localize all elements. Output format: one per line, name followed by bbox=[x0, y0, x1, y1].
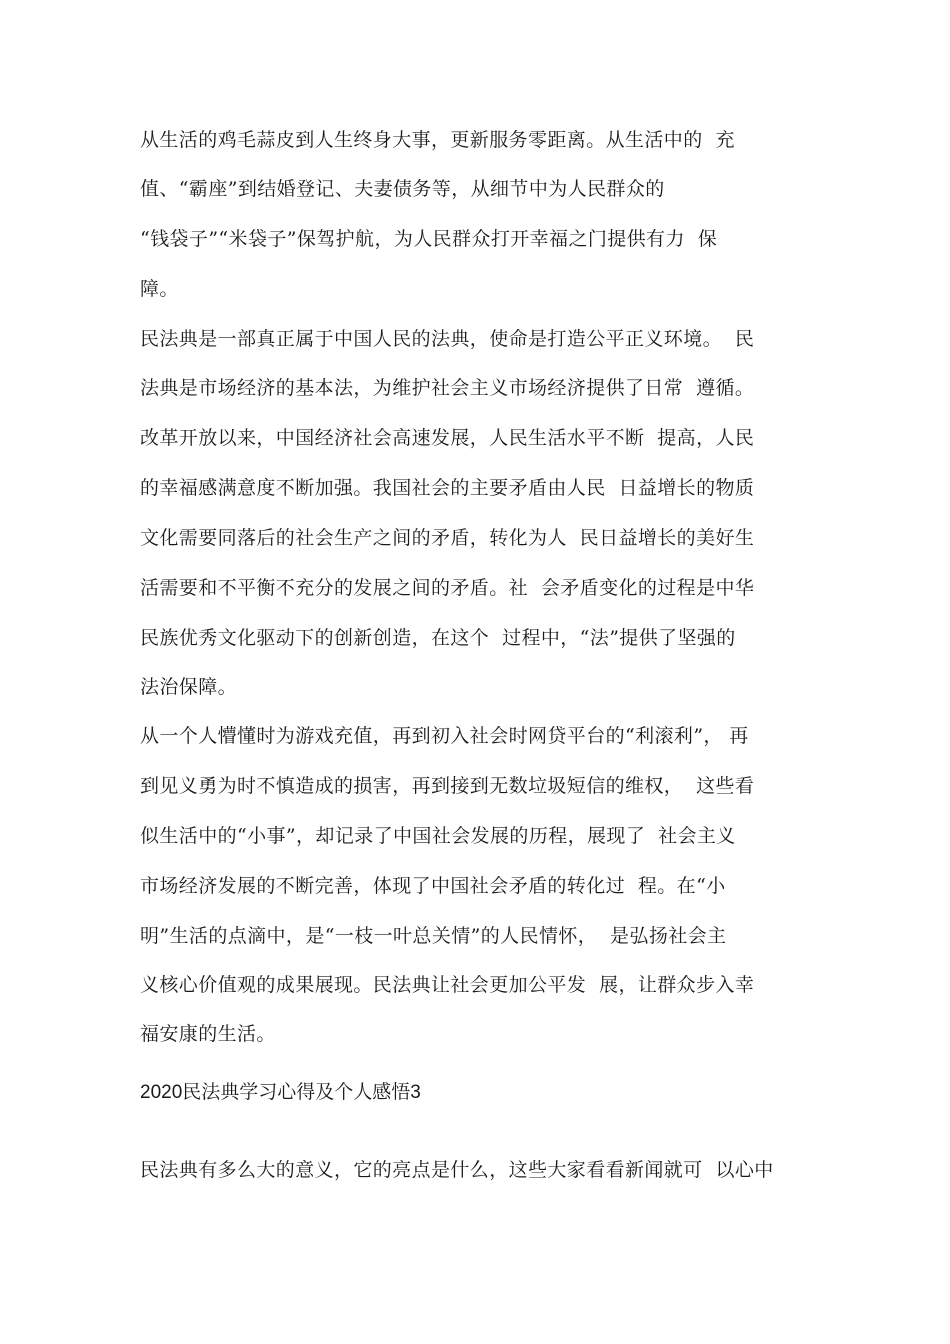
text-line: 到见义勇为时不慎造成的损害，再到接到无数垃圾短信的维权， 这些看 bbox=[140, 775, 755, 797]
text-line: 似生活中的“小事”，却记录了中国社会发展的历程，展现了 社会主义 bbox=[140, 825, 736, 847]
text-line: 法典是市场经济的基本法，为维护社会主义市场经济提供了日常 遵循。 bbox=[140, 377, 755, 399]
text-line: 的幸福感满意度不断加强。我国社会的主要矛盾由人民 日益增长的物质 bbox=[140, 477, 755, 499]
text-line: 明”生活的点滴中，是“一枝一叶总关情”的人民情怀， 是弘扬社会主 bbox=[140, 925, 727, 947]
text-line: 民法典是一部真正属于中国人民的法典，使命是打造公平正义环境。 民 bbox=[140, 328, 755, 350]
text-line: 障。 bbox=[140, 278, 179, 300]
text-line: 民法典有多么大的意义，它的亮点是什么，这些大家看看新闻就可 以心中 bbox=[140, 1159, 774, 1181]
text-line: “钱袋子”“米袋子”保驾护航，为人民群众打开幸福之门提供有力 保 bbox=[140, 228, 718, 250]
text-line: 值、“霸座”到结婚登记、夫妻债务等，从细节中为人民群众的 bbox=[140, 178, 665, 200]
text-line: 文化需要同落后的社会生产之间的矛盾，转化为人 民日益增长的美好生 bbox=[140, 527, 755, 549]
text-line: 从一个人懵懂时为游戏充值，再到初入社会时网贷平台的“利滚利”， 再 bbox=[140, 725, 749, 747]
text-line: 从生活的鸡毛蒜皮到人生终身大事，更新服务零距离。从生活中的 充 bbox=[140, 129, 735, 151]
text-line: 市场经济发展的不断完善，体现了中国社会矛盾的转化过 程。在“小 bbox=[140, 875, 726, 897]
text-line: 民族优秀文化驱动下的创新创造，在这个 过程中，“法”提供了坚强的 bbox=[140, 627, 736, 649]
section-heading: 2020民法典学习心得及个人感悟3 bbox=[140, 1082, 421, 1103]
text-line: 改革开放以来，中国经济社会高速发展，人民生活水平不断 提高，人民 bbox=[140, 427, 755, 449]
text-line: 义核心价值观的成果展现。民法典让社会更加公平发 展，让群众步入幸 bbox=[140, 974, 755, 996]
text-line: 活需要和不平衡不充分的发展之间的矛盾。社 会矛盾变化的过程是中华 bbox=[140, 577, 755, 599]
text-line: 法治保障。 bbox=[140, 676, 238, 698]
text-line: 福安康的生活。 bbox=[140, 1023, 276, 1045]
